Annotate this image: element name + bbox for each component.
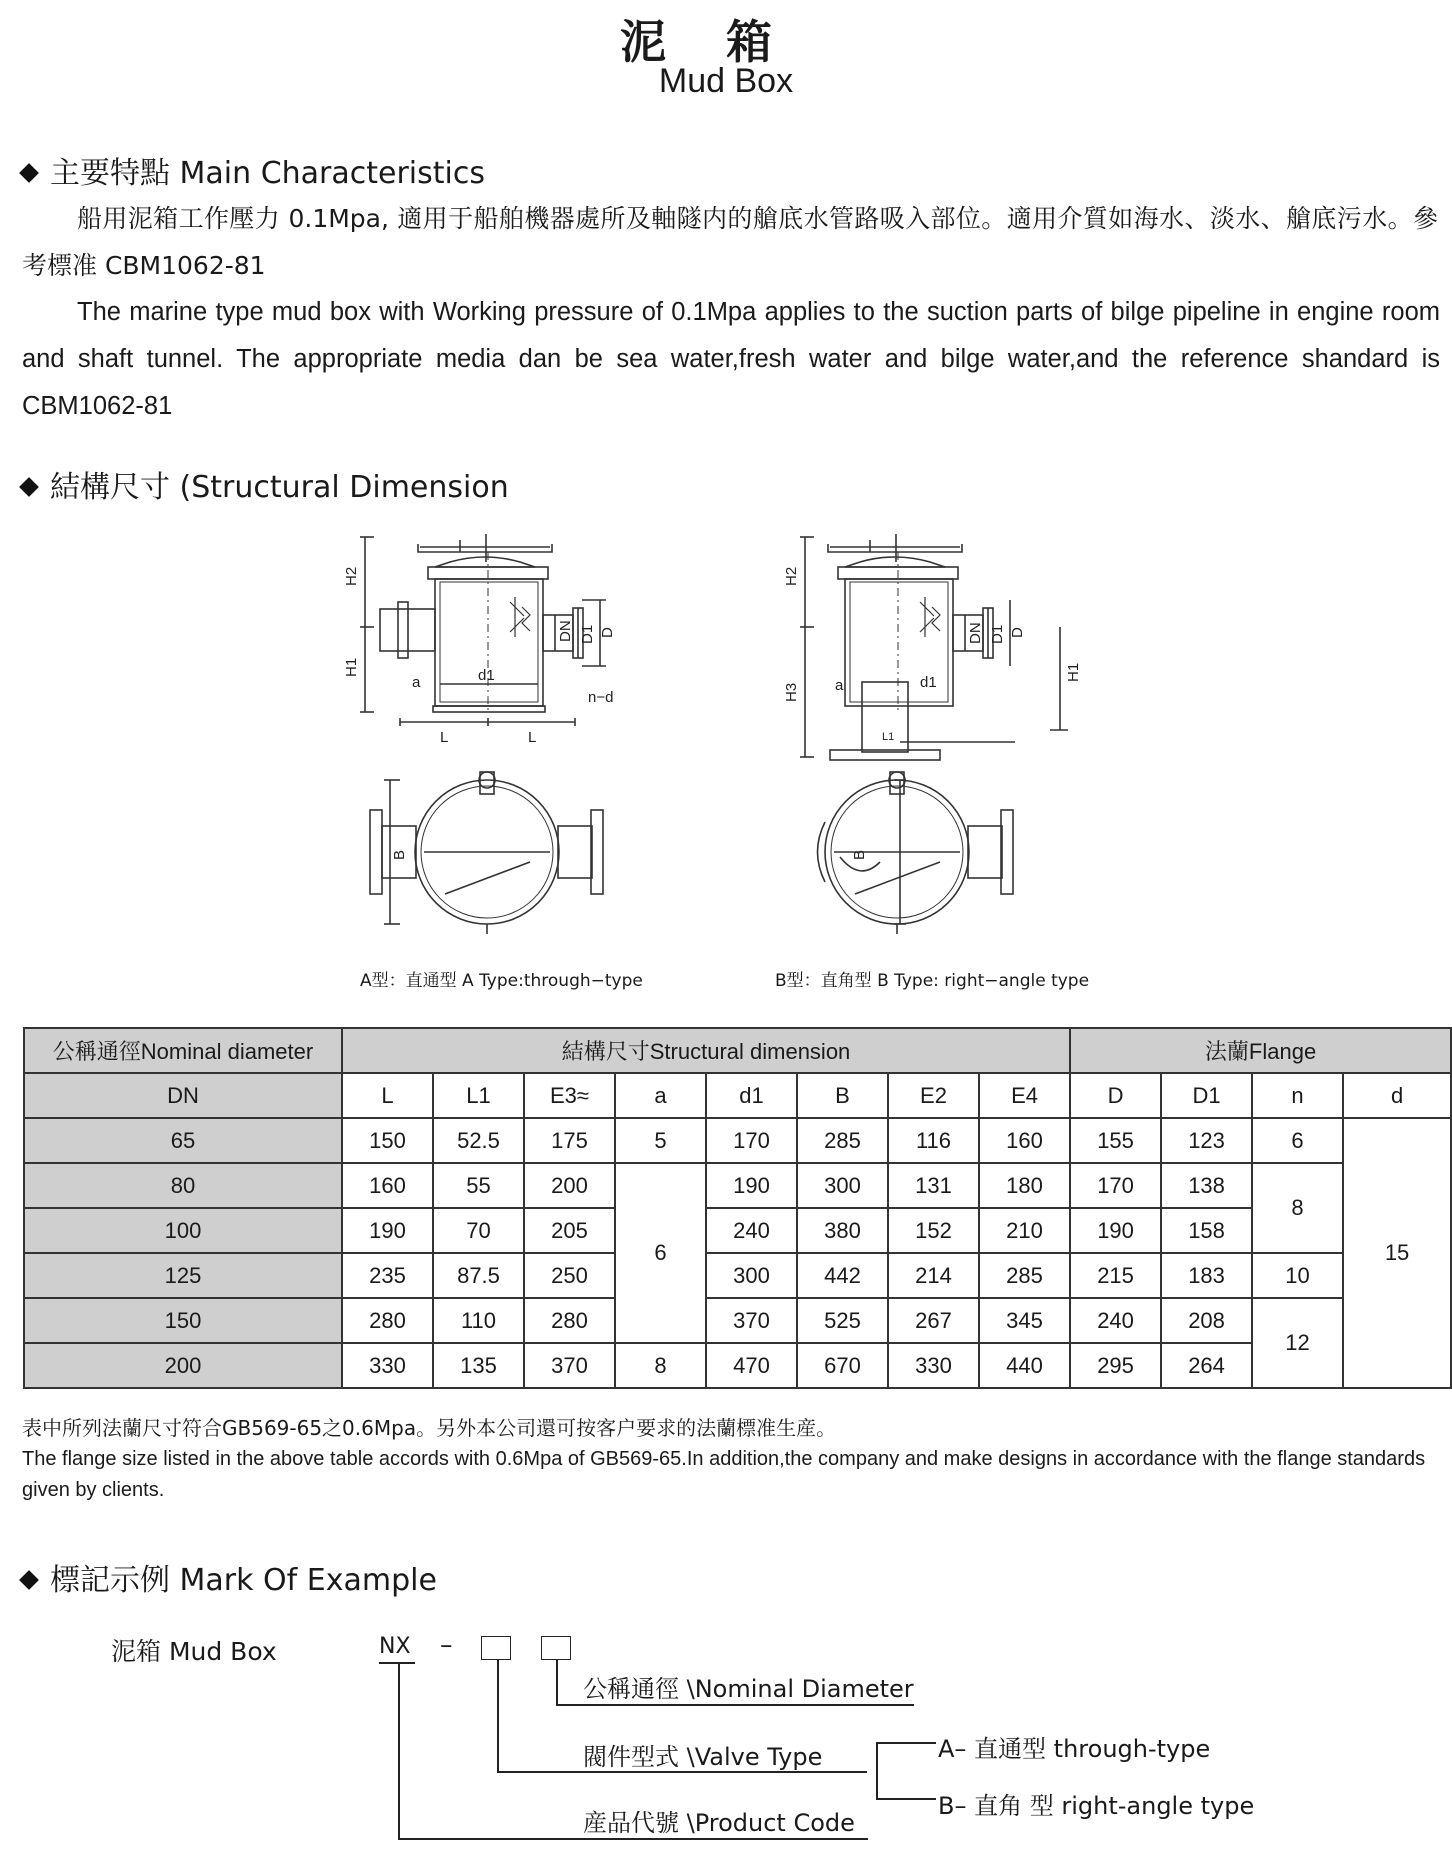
cell-d1-flange: 264 bbox=[1161, 1343, 1252, 1388]
cell-n: 8 bbox=[1252, 1163, 1343, 1253]
cell-l: 150 bbox=[342, 1118, 433, 1163]
label-b: B bbox=[851, 849, 868, 860]
cell-d1-bore: 300 bbox=[706, 1253, 797, 1298]
cell-n: 12 bbox=[1252, 1298, 1343, 1388]
cell-e2: 330 bbox=[888, 1343, 979, 1388]
cell-l1: 70 bbox=[433, 1208, 524, 1253]
cell-d1-bore: 170 bbox=[706, 1118, 797, 1163]
col-d-flange: D bbox=[1070, 1073, 1161, 1118]
table-row bbox=[24, 1298, 1451, 1343]
cell-e2: 267 bbox=[888, 1298, 979, 1343]
cell-d1-flange: 123 bbox=[1161, 1118, 1252, 1163]
mark-example-heading bbox=[22, 1555, 437, 1599]
cell-d-hole: 15 bbox=[1343, 1118, 1451, 1388]
note-en: The flange size listed in the above table accords with 0.6Mpa of GB569-65.In addition,the company and make designs in accordance with the flange standards given by clients. bbox=[22, 1448, 1426, 1501]
cell-d-flange: 295 bbox=[1070, 1343, 1161, 1388]
label-d1: D1 bbox=[579, 624, 596, 644]
mark-code: NX bbox=[379, 1634, 411, 1659]
cell-l: 160 bbox=[342, 1163, 433, 1208]
cell-d1-flange: 208 bbox=[1161, 1298, 1252, 1343]
cell-d-flange: 155 bbox=[1070, 1118, 1161, 1163]
cell-e4: 345 bbox=[979, 1298, 1070, 1343]
cell-e3: 205 bbox=[524, 1208, 615, 1253]
label-l-left: L bbox=[440, 729, 449, 746]
cell-d1-bore: 240 bbox=[706, 1208, 797, 1253]
label-dn: DN bbox=[557, 620, 574, 642]
col-l1: L1 bbox=[433, 1073, 524, 1118]
cell-b: 300 bbox=[797, 1163, 888, 1208]
cell-e2: 116 bbox=[888, 1118, 979, 1163]
label-d1-bore: d1 bbox=[478, 667, 495, 684]
heading-text: 主要特點 Main Characteristics bbox=[50, 156, 485, 191]
cell-dn: 125 bbox=[24, 1253, 342, 1298]
label-l-right: L bbox=[528, 729, 537, 746]
cell-e3: 370 bbox=[524, 1343, 615, 1388]
cell-dn: 65 bbox=[24, 1118, 342, 1163]
col-b: B bbox=[797, 1073, 888, 1118]
cell-d1-bore: 190 bbox=[706, 1163, 797, 1208]
col-a: a bbox=[615, 1073, 706, 1118]
cell-d1-flange: 183 bbox=[1161, 1253, 1252, 1298]
cell-l: 190 bbox=[342, 1208, 433, 1253]
cell-n: 10 bbox=[1252, 1253, 1343, 1298]
col-d1-flange: D1 bbox=[1161, 1073, 1252, 1118]
cell-l1: 52.5 bbox=[433, 1118, 524, 1163]
col-n: n bbox=[1252, 1073, 1343, 1118]
col-e4: E4 bbox=[979, 1073, 1070, 1118]
table-row bbox=[24, 1343, 1451, 1388]
note-cn: 表中所列法蘭尺寸符合GB569-65之0.6Mpa。另外本公司還可按客户要求的法蘭標准生産。 bbox=[22, 1416, 837, 1440]
type-a-drawing bbox=[343, 522, 630, 947]
mark-type-a: A– 直通型 through-type bbox=[938, 1735, 1211, 1763]
col-e2: E2 bbox=[888, 1073, 979, 1118]
characteristics-cn-text: 船用泥箱工作壓力 0.1Mpa, 適用于船舶機器處所及軸隧内的艙底水管路吸入部位。適用介質如海水、淡水、艙底污水。參考標准 CBM1062-81 bbox=[22, 204, 1438, 280]
label-d1-bore: d1 bbox=[920, 674, 937, 691]
label-dn: DN bbox=[967, 622, 984, 644]
cell-e4: 440 bbox=[979, 1343, 1070, 1388]
table-row bbox=[24, 1253, 1451, 1298]
cell-dn: 80 bbox=[24, 1163, 342, 1208]
col-d-hole: d bbox=[1343, 1073, 1451, 1118]
cell-d-flange: 215 bbox=[1070, 1253, 1161, 1298]
cell-dn: 150 bbox=[24, 1298, 342, 1343]
cell-l1: 55 bbox=[433, 1163, 524, 1208]
cell-dn: 200 bbox=[24, 1343, 342, 1388]
cell-l1: 110 bbox=[433, 1298, 524, 1343]
cell-l1: 135 bbox=[433, 1343, 524, 1388]
cell-b: 670 bbox=[797, 1343, 888, 1388]
cell-d1-flange: 158 bbox=[1161, 1208, 1252, 1253]
caption-type-a: A型：直通型 A Type:through−type bbox=[360, 971, 643, 991]
label-b: B bbox=[391, 849, 408, 860]
cell-l: 235 bbox=[342, 1253, 433, 1298]
cell-a: 8 bbox=[615, 1343, 706, 1388]
cell-e4: 180 bbox=[979, 1163, 1070, 1208]
page-title-en: Mud Box bbox=[658, 62, 794, 100]
cell-d-flange: 190 bbox=[1070, 1208, 1161, 1253]
table-row bbox=[24, 1163, 1451, 1208]
label-h2: H2 bbox=[343, 566, 360, 586]
col-e3: E3≈ bbox=[524, 1073, 615, 1118]
cell-b: 285 bbox=[797, 1118, 888, 1163]
table-row bbox=[24, 1118, 1451, 1163]
diamond-bullet-icon bbox=[19, 163, 39, 183]
col-l: L bbox=[342, 1073, 433, 1118]
label-nd: n−d bbox=[588, 689, 614, 706]
cell-l1: 87.5 bbox=[433, 1253, 524, 1298]
col-d1-bore: d1 bbox=[706, 1073, 797, 1118]
header-flange: 法蘭Flange bbox=[1070, 1028, 1451, 1073]
cell-d1-bore: 470 bbox=[706, 1343, 797, 1388]
cell-d-flange: 170 bbox=[1070, 1163, 1161, 1208]
cell-d1-flange: 138 bbox=[1161, 1163, 1252, 1208]
caption-type-b: B型：直角型 B Type: right−angle type bbox=[775, 971, 1090, 991]
label-d: D bbox=[1009, 627, 1026, 638]
mark-type-b: B– 直角 型 right-angle type bbox=[938, 1792, 1255, 1820]
mark-nominal-diameter: 公稱通徑 \Nominal Diameter bbox=[583, 1675, 914, 1703]
diamond-bullet-icon bbox=[19, 477, 39, 497]
label-h1: H1 bbox=[343, 657, 360, 677]
table-column-header-row bbox=[24, 1073, 1451, 1118]
mark-product-name: 泥箱 Mud Box bbox=[111, 1637, 277, 1666]
table-row bbox=[24, 1208, 1451, 1253]
cell-dn: 100 bbox=[24, 1208, 342, 1253]
diamond-bullet-icon bbox=[19, 1570, 39, 1590]
label-a: a bbox=[835, 677, 844, 694]
cell-a: 6 bbox=[615, 1163, 706, 1343]
table-group-header-row bbox=[24, 1028, 1451, 1073]
label-l1: L1 bbox=[882, 731, 895, 743]
type-b-drawing bbox=[783, 522, 1100, 947]
cell-e3: 200 bbox=[524, 1163, 615, 1208]
cell-d1-bore: 370 bbox=[706, 1298, 797, 1343]
cell-e3: 280 bbox=[524, 1298, 615, 1343]
cell-b: 442 bbox=[797, 1253, 888, 1298]
header-structural: 結構尺寸Structural dimension bbox=[342, 1028, 1070, 1073]
structural-dimension-heading bbox=[22, 462, 509, 506]
cell-e3: 175 bbox=[524, 1118, 615, 1163]
valve-type-box bbox=[481, 1636, 511, 1660]
label-h1: H1 bbox=[1065, 662, 1082, 682]
characteristics-en-text: The marine type mud box with Working pressure of 0.1Mpa applies to the suction parts of bilge pipeline in engine room and shaft tunnel. The appropriate media dan be sea water,fresh water and bilge water,and the reference shandard is CBM1062-81 bbox=[22, 298, 1440, 420]
mark-product-code: 産品代號 \Product Code bbox=[583, 1809, 855, 1837]
main-characteristics-heading bbox=[22, 148, 485, 192]
heading-text: 結構尺寸 (Structural Dimension bbox=[50, 470, 509, 505]
label-d: D bbox=[599, 627, 616, 638]
cell-b: 380 bbox=[797, 1208, 888, 1253]
mark-dash: – bbox=[440, 1630, 453, 1659]
cell-l: 330 bbox=[342, 1343, 433, 1388]
dimension-table bbox=[23, 1027, 1452, 1389]
header-nominal: 公稱通徑Nominal diameter bbox=[24, 1028, 342, 1073]
page-title-cn: 泥箱 bbox=[620, 15, 832, 69]
cell-a: 5 bbox=[615, 1118, 706, 1163]
nominal-diameter-box bbox=[541, 1636, 571, 1660]
col-dn: DN bbox=[24, 1073, 342, 1118]
cell-e4: 160 bbox=[979, 1118, 1070, 1163]
cell-d-flange: 240 bbox=[1070, 1298, 1161, 1343]
cell-b: 525 bbox=[797, 1298, 888, 1343]
label-h3: H3 bbox=[783, 682, 800, 702]
cell-l: 280 bbox=[342, 1298, 433, 1343]
cell-e4: 210 bbox=[979, 1208, 1070, 1253]
cell-e2: 152 bbox=[888, 1208, 979, 1253]
label-a: a bbox=[412, 674, 421, 691]
cell-e2: 131 bbox=[888, 1163, 979, 1208]
mark-valve-type: 閥件型式 \Valve Type bbox=[583, 1743, 823, 1771]
label-d1: D1 bbox=[989, 624, 1006, 644]
cell-e3: 250 bbox=[524, 1253, 615, 1298]
label-h2: H2 bbox=[783, 566, 800, 586]
heading-text: 標記示例 Mark Of Example bbox=[50, 1563, 437, 1598]
cell-e4: 285 bbox=[979, 1253, 1070, 1298]
cell-e2: 214 bbox=[888, 1253, 979, 1298]
cell-n: 6 bbox=[1252, 1118, 1343, 1163]
